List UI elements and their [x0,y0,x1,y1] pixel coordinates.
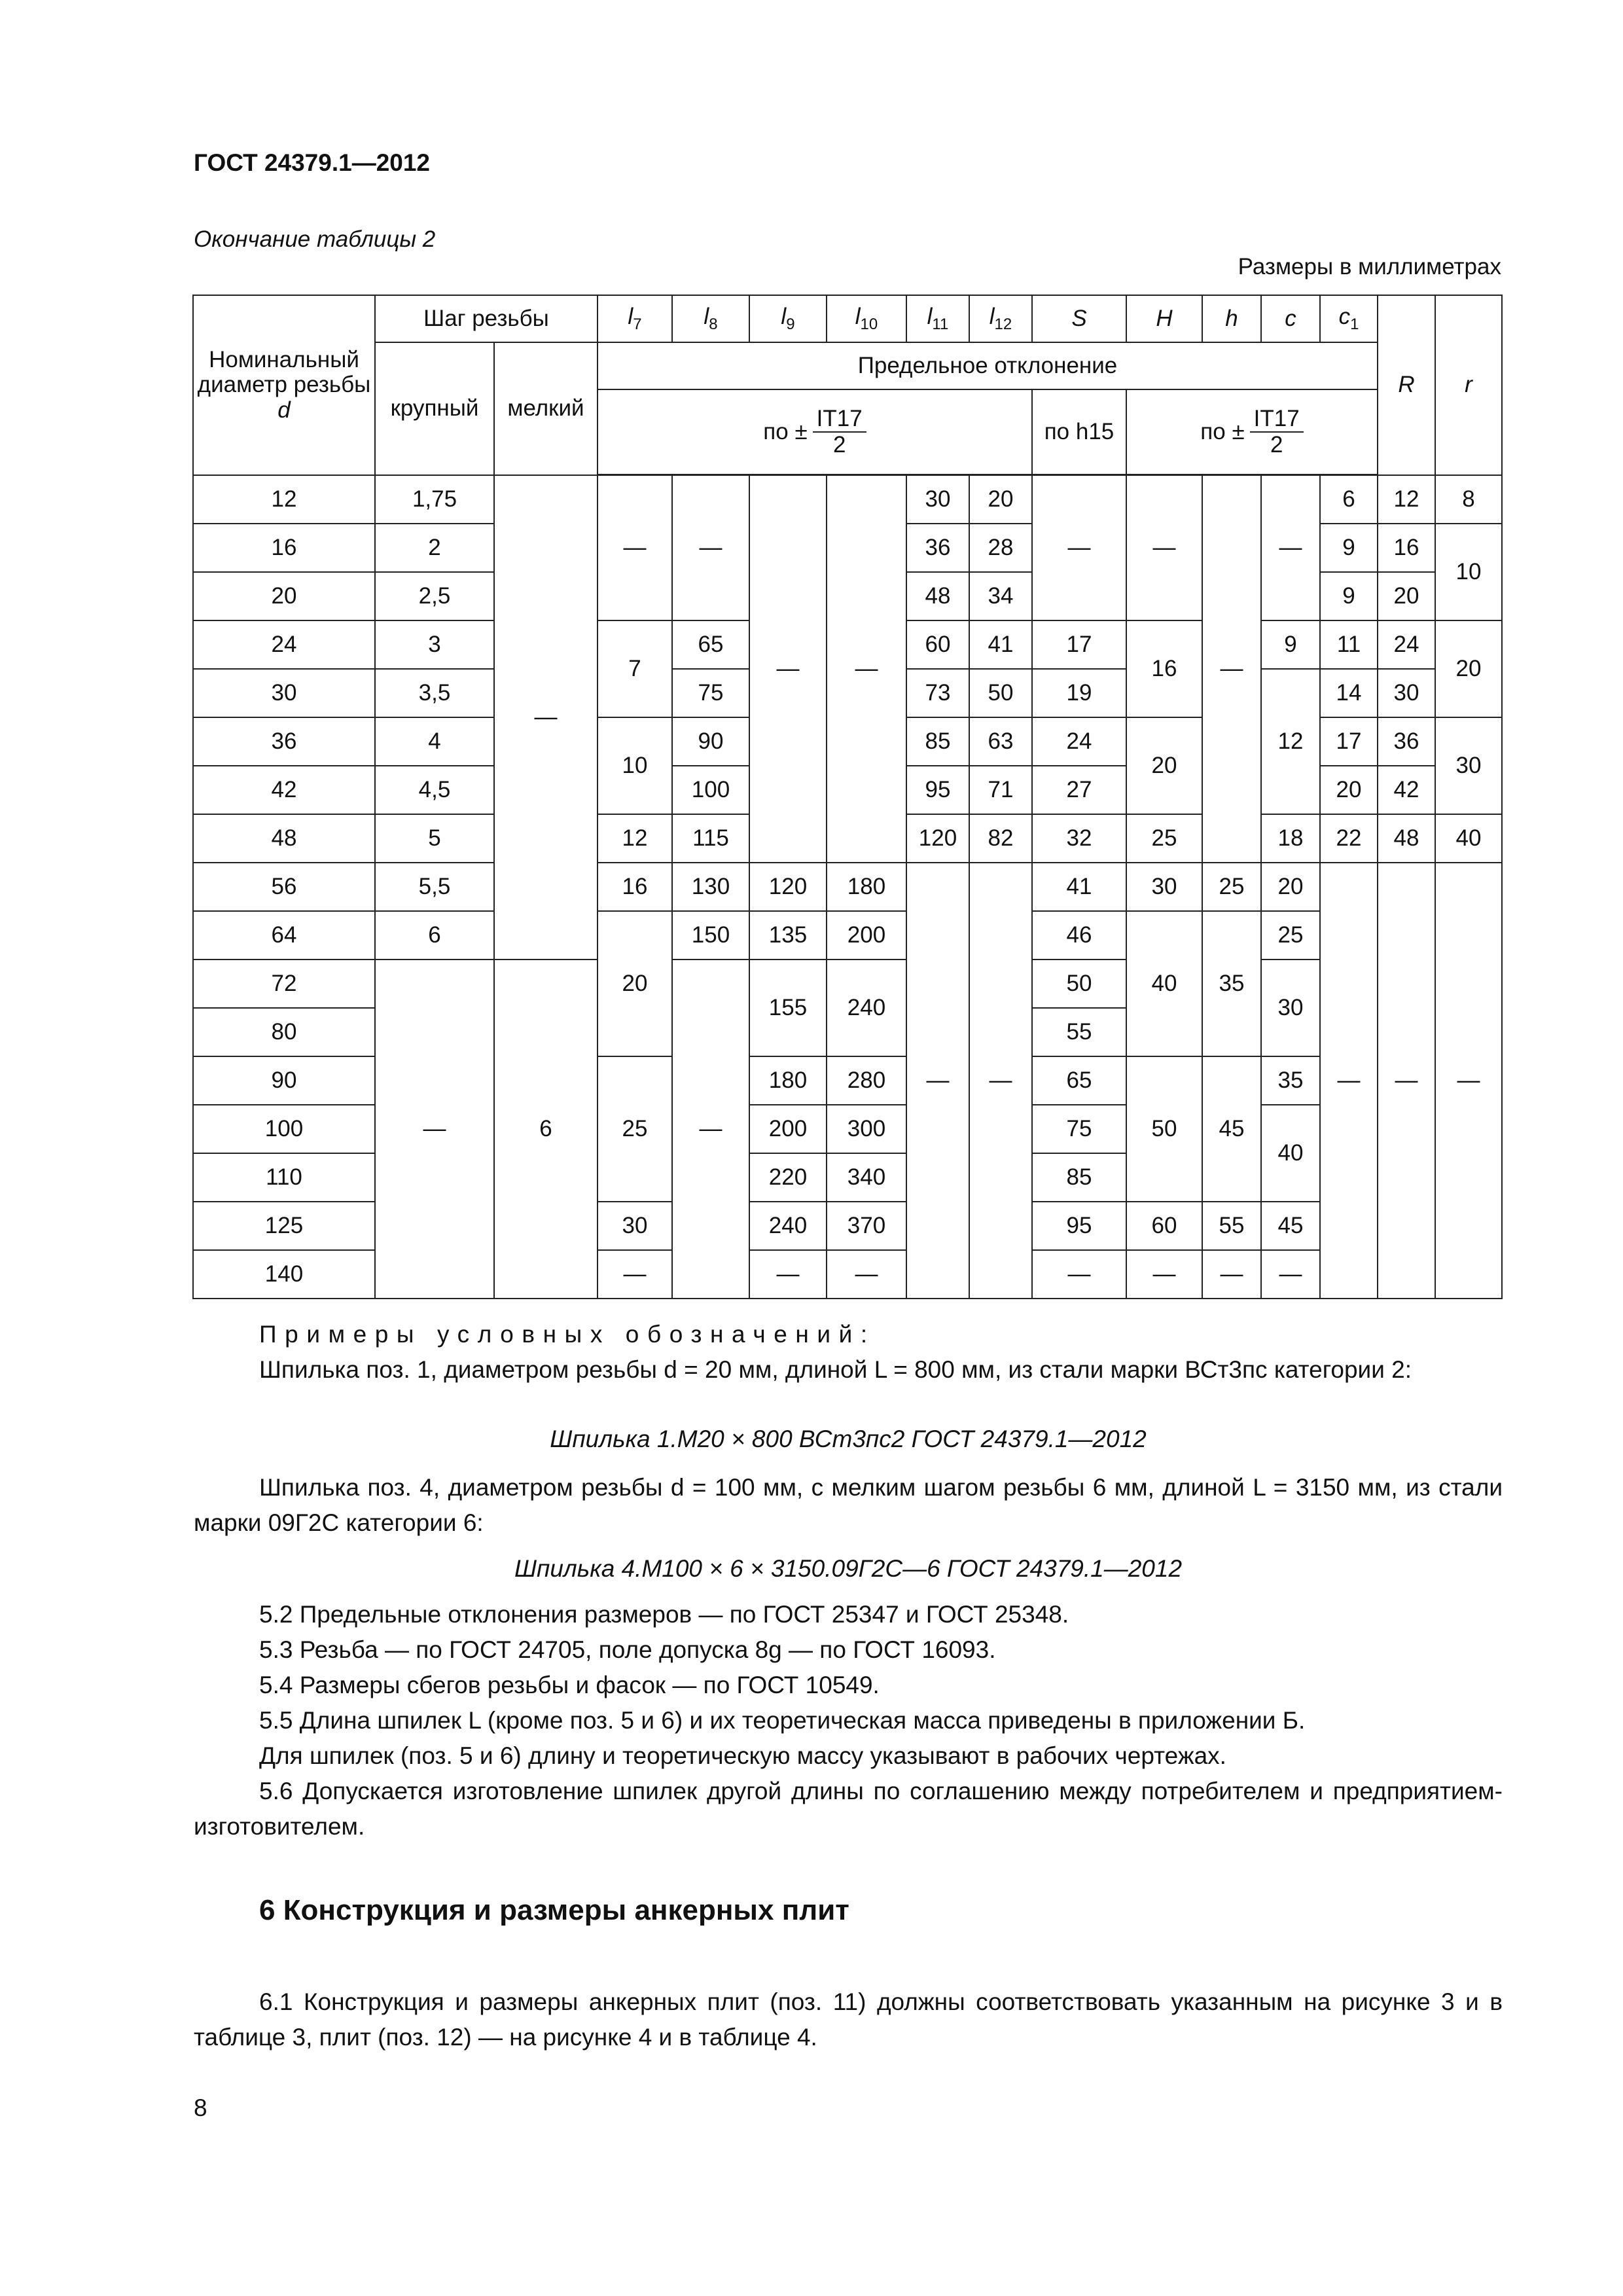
cell-s: 65 [1032,1056,1126,1105]
header-small-r: r [1435,295,1502,475]
cell-small-h: — [1202,1250,1261,1299]
cell-d: 72 [193,960,375,1008]
cell-c1: 6 [1320,475,1378,524]
header-s: S [1032,295,1126,342]
cell-s: — [1032,1250,1126,1299]
cell-l11: 85 [906,717,969,766]
cell-big-r: 20 [1378,572,1435,620]
cell-small-h: 45 [1202,1056,1261,1202]
cell-c: 20 [1261,863,1320,911]
cell-l10: 200 [827,911,906,960]
cell-big-r: 12 [1378,475,1435,524]
cell-s: 27 [1032,766,1126,814]
cell-fine: — [494,475,597,960]
example-2-designation: Шпилька 4.М100 × 6 × 3150.09Г2С—6 ГОСТ 24379.1—2012 [514,1555,1183,1582]
header-c: c [1261,295,1320,342]
cell-small-r: 30 [1435,717,1502,814]
cell-l10: 280 [827,1056,906,1105]
cell-l12: 82 [969,814,1032,863]
cell-c: 9 [1261,620,1320,669]
clause-5-5: 5.5 Длина шпилек L (кроме поз. 5 и 6) и их теоретическая масса приведены в приложении Б. [259,1707,1306,1734]
cell-c1: 20 [1320,766,1378,814]
cell-l11: 30 [906,475,969,524]
cell-d: 20 [193,572,375,620]
cell-c1: 11 [1320,620,1378,669]
cell-l11: 60 [906,620,969,669]
cell-s: 75 [1032,1105,1126,1153]
cell-l7: 7 [597,620,672,717]
cell-l8: — [672,475,749,621]
clause-5-5-note: Для шпилек (поз. 5 и 6) длину и теоретическую массу указывают в рабочих чертежах. [259,1742,1226,1769]
cell-d: 24 [193,620,375,669]
cell-big-r: 30 [1378,669,1435,717]
cell-big-h: 40 [1126,911,1202,1056]
clause-5-2: 5.2 Предельные отклонения размеров — по ГОСТ 25347 и ГОСТ 25348. [259,1601,1069,1628]
cell-c: 25 [1261,911,1320,960]
cell-l9: 220 [749,1153,827,1202]
cell-big-h: — [1126,1250,1202,1299]
cell-s: 50 [1032,960,1126,1008]
cell-d: 16 [193,524,375,572]
header-c1: $c_1$ [1320,295,1378,342]
cell-l12: 41 [969,620,1032,669]
table-caption: Окончание таблицы 2 [194,226,436,252]
header-thread-pitch: Шаг резьбы [375,295,597,342]
cell-d: 100 [193,1105,375,1153]
cell-d: 56 [193,863,375,911]
cell-c: 12 [1261,669,1320,814]
header-l7: $l_7$ [597,295,672,342]
cell-small-r: — [1435,863,1502,1299]
cell-l11: 48 [906,572,969,620]
cell-d: 12 [193,475,375,524]
header-l9: $l_9$ [749,295,827,342]
cell-l10: 240 [827,960,906,1056]
cell-l10: 180 [827,863,906,911]
cell-l12: 71 [969,766,1032,814]
cell-l7: — [597,1250,672,1299]
table-row [193,911,1502,960]
cell-small-h: — [1202,475,1261,863]
header-big-h: H [1126,295,1202,342]
cell-l11: 120 [906,814,969,863]
cell-l7: 25 [597,1056,672,1202]
examples-heading: Примеры условных обозначений: [259,1321,876,1348]
cell-small-r: 8 [1435,475,1502,524]
clause-5-6: 5.6 Допускается изготовление шпилек другой длины по соглашению между потребителем и предприятием-изготовителем. [194,1778,1503,1840]
header-l11: $l_{11}$ [906,295,969,342]
cell-c: — [1261,1250,1320,1299]
cell-c: 40 [1261,1105,1320,1202]
header-small-h: h [1202,295,1261,342]
cell-coarse: 4 [375,717,494,766]
cell-s: 19 [1032,669,1126,717]
cell-small-h: 35 [1202,911,1261,1056]
cell-l8: 150 [672,911,749,960]
header-l12: $l_{12}$ [969,295,1032,342]
cell-l9: 120 [749,863,827,911]
cell-d: 30 [193,669,375,717]
cell-l8: 75 [672,669,749,717]
cell-l7: 10 [597,717,672,814]
cell-l7: 30 [597,1202,672,1250]
cell-s: 46 [1032,911,1126,960]
cell-big-r: — [1378,863,1435,1299]
cell-coarse: 3,5 [375,669,494,717]
cell-coarse: 6 [375,911,494,960]
header-big-r: R [1378,295,1435,475]
cell-big-h: 50 [1126,1056,1202,1202]
cell-small-h: 55 [1202,1202,1261,1250]
cell-l9: 135 [749,911,827,960]
clause-5-4: 5.4 Размеры сбегов резьбы и фасок — по ГОСТ 10549. [259,1672,880,1698]
cell-coarse: 4,5 [375,766,494,814]
cell-big-r: 36 [1378,717,1435,766]
cell-c1: 9 [1320,524,1378,572]
table-row [193,863,1502,911]
example-1-designation: Шпилька 1.М20 × 800 ВСт3пс2 ГОСТ 24379.1—2012 [550,1426,1147,1452]
page-number: 8 [194,2094,207,2121]
cell-c: — [1261,475,1320,621]
cell-coarse: 1,75 [375,475,494,524]
cell-l9: — [749,1250,827,1299]
cell-l8: 100 [672,766,749,814]
cell-s: 24 [1032,717,1126,766]
header-tolerance-it17-b: по ± $\frac{IT17}{2}$ [1126,389,1378,475]
cell-c: 45 [1261,1202,1320,1250]
cell-c: 18 [1261,814,1320,863]
cell-s: 95 [1032,1202,1126,1250]
cell-l12: 34 [969,572,1032,620]
example-1-text: Шпилька поз. 1, диаметром резьбы d = 20 мм, длиной L = 800 мм, из стали марки ВСт3пс категории 2: [259,1356,1412,1383]
cell-l12: 28 [969,524,1032,572]
cell-big-r: 16 [1378,524,1435,572]
cell-coarse: 2,5 [375,572,494,620]
cell-small-h: 25 [1202,863,1261,911]
cell-s: 55 [1032,1008,1126,1056]
clause-6-1: 6.1 Конструкция и размеры анкерных плит (поз. 11) должны соответствовать указанным на рисунке 3 и в таблице 3, плит (поз. 12) — на рисунке 4 и в таблице 4. [194,1988,1503,2051]
cell-l9: — [749,475,827,863]
header-l10: $l_{10}$ [827,295,906,342]
cell-c1: 17 [1320,717,1378,766]
cell-l10: 300 [827,1105,906,1153]
cell-coarse: 5,5 [375,863,494,911]
cell-d: 42 [193,766,375,814]
cell-l10: — [827,475,906,863]
cell-c1: 14 [1320,669,1378,717]
cell-big-h: — [1126,475,1202,621]
cell-s: 17 [1032,620,1126,669]
cell-big-r: 42 [1378,766,1435,814]
cell-c: 30 [1261,960,1320,1056]
cell-big-h: 25 [1126,814,1202,863]
cell-l12: 20 [969,475,1032,524]
cell-coarse: — [375,960,494,1299]
cell-big-h: 30 [1126,863,1202,911]
page-header: ГОСТ 24379.1—2012 [194,149,431,176]
cell-l8: 90 [672,717,749,766]
cell-big-h: 60 [1126,1202,1202,1250]
header-nominal-diameter: Номинальный диаметр резьбы d [193,295,375,475]
cell-l7: 16 [597,863,672,911]
cell-fine: 6 [494,960,597,1299]
cell-big-h: 16 [1126,620,1202,717]
cell-d: 64 [193,911,375,960]
header-limit-deviation: Предельное отклонение [597,342,1378,389]
cell-big-h: 20 [1126,717,1202,814]
cell-small-r: 10 [1435,524,1502,620]
table-row [193,960,1502,1008]
cell-d: 125 [193,1202,375,1250]
cell-l9: 200 [749,1105,827,1153]
cell-s: 85 [1032,1153,1126,1202]
cell-small-r: 20 [1435,620,1502,717]
cell-l11: 95 [906,766,969,814]
cell-big-r: 48 [1378,814,1435,863]
cell-l7: 20 [597,911,672,1056]
cell-l11: — [906,863,969,1299]
cell-coarse: 2 [375,524,494,572]
cell-s: — [1032,475,1126,621]
cell-coarse: 5 [375,814,494,863]
cell-d: 110 [193,1153,375,1202]
cell-d: 36 [193,717,375,766]
cell-l8: 65 [672,620,749,669]
cell-d: 140 [193,1250,375,1299]
cell-c1: 9 [1320,572,1378,620]
cell-d: 80 [193,1008,375,1056]
cell-s: 41 [1032,863,1126,911]
cell-l9: 240 [749,1202,827,1250]
cell-l8: 130 [672,863,749,911]
cell-l9: 155 [749,960,827,1056]
cell-d: 48 [193,814,375,863]
section-6-heading: 6 Конструкция и размеры анкерных плит [259,1894,849,1926]
cell-c1: 22 [1320,814,1378,863]
cell-l10: — [827,1250,906,1299]
header-l8: $l_8$ [672,295,749,342]
cell-l12: 50 [969,669,1032,717]
cell-l12: 63 [969,717,1032,766]
example-2-text: Шпилька поз. 4, диаметром резьбы d = 100 мм, с мелким шагом резьбы 6 мм, длиной L = 3150 мм, из стали марки 09Г2С категории 6: [194,1474,1503,1536]
cell-l7: 12 [597,814,672,863]
clause-5-3: 5.3 Резьба — по ГОСТ 24705, поле допуска 8g — по ГОСТ 16093. [259,1636,996,1663]
cell-l10: 370 [827,1202,906,1250]
header-tolerance-it17-a: по ± $\frac{IT17}{2}$ [597,389,1032,475]
dimensions-table [192,295,1503,1299]
header-tolerance-h15: по h15 [1032,389,1126,475]
cell-c: 35 [1261,1056,1320,1105]
cell-l11: 73 [906,669,969,717]
cell-c1: — [1320,863,1378,1299]
units-note: Размеры в миллиметрах [1238,254,1501,279]
cell-l9: 180 [749,1056,827,1105]
cell-d: 90 [193,1056,375,1105]
cell-small-r: 40 [1435,814,1502,863]
header-coarse: крупный [375,342,494,475]
cell-s: 32 [1032,814,1126,863]
cell-l8: 115 [672,814,749,863]
table-row [193,475,1502,524]
cell-big-r: 24 [1378,620,1435,669]
cell-l12: — [969,863,1032,1299]
cell-l11: 36 [906,524,969,572]
cell-l7: — [597,475,672,621]
cell-coarse: 3 [375,620,494,669]
header-fine: мелкий [494,342,597,475]
cell-l8: — [672,960,749,1299]
cell-l10: 340 [827,1153,906,1202]
